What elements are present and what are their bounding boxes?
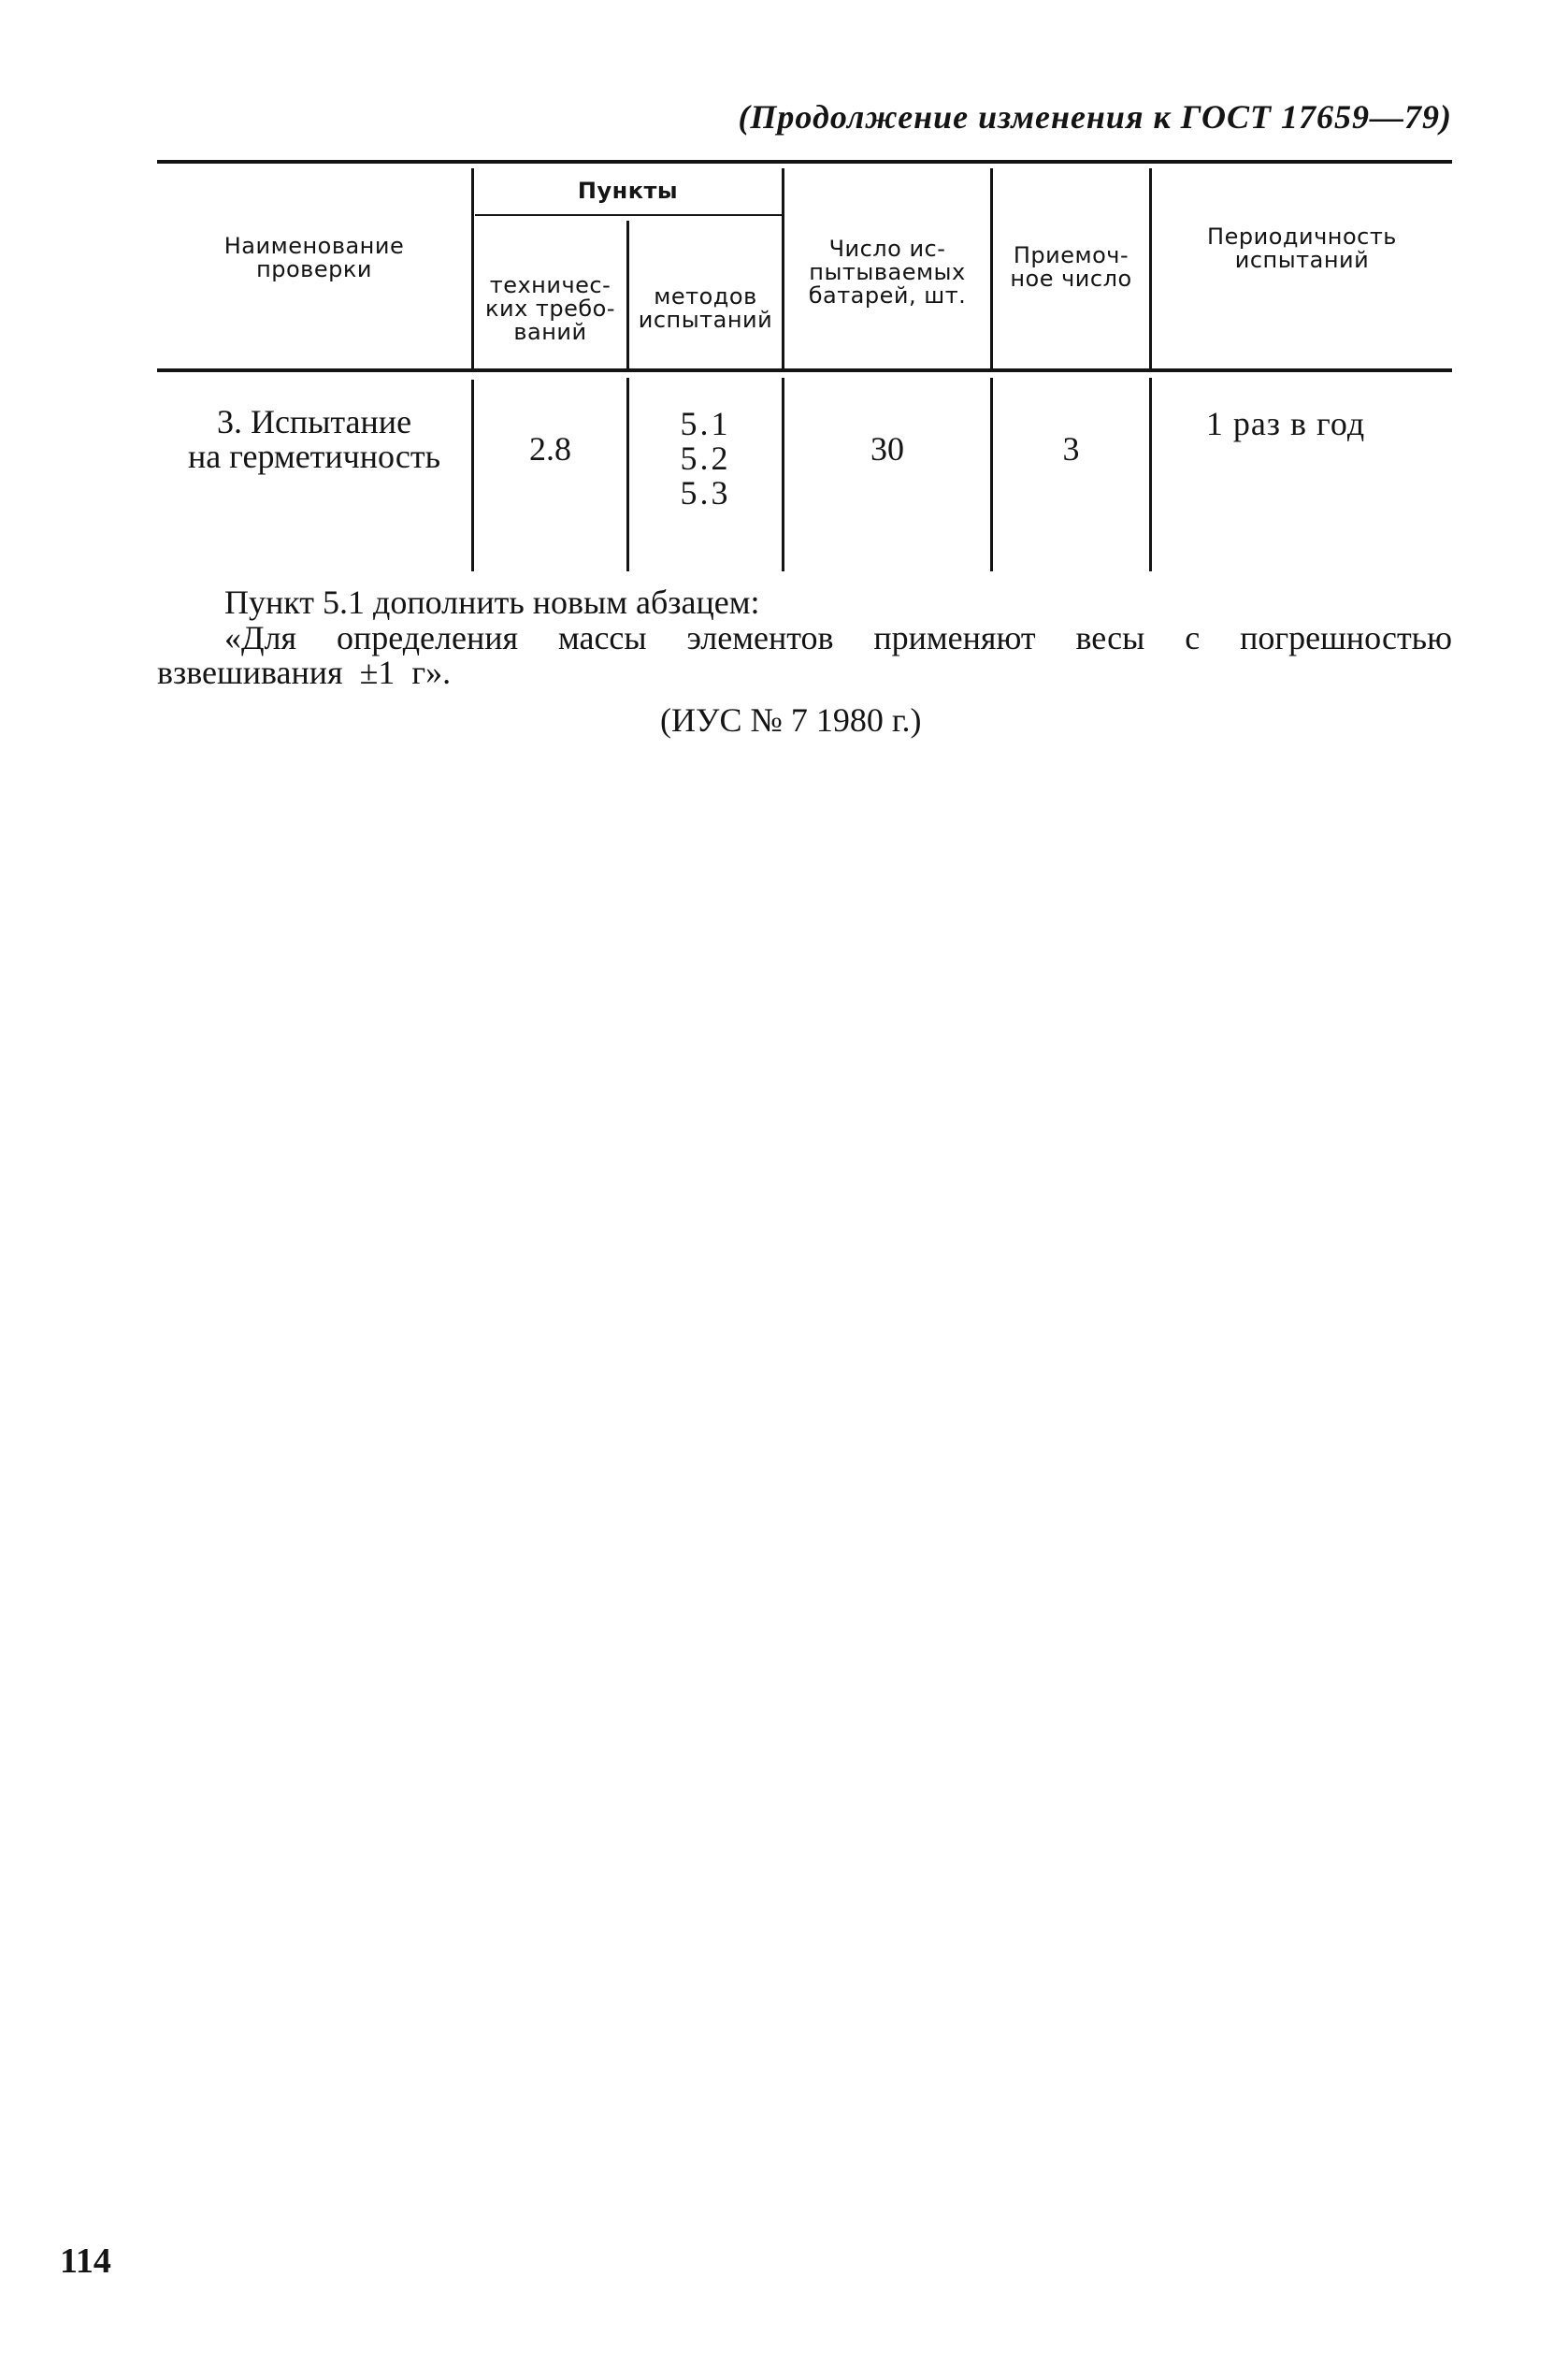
column-header-name: Наименование проверки [223, 233, 405, 282]
amendment-paragraph-intro: Пункт 5.1 дополнить новым абзацем: [224, 584, 760, 621]
column-header-points: Пункты [577, 177, 679, 204]
column-header-test-methods: методов испытаний [638, 283, 773, 333]
points-group-underline [475, 214, 782, 216]
row-batteries-count: 30 [870, 429, 904, 468]
column-header-acceptance-number: Приемоч- ное число [1010, 242, 1132, 292]
column-header-tech-requirements: техничес- ких требо- ваний [484, 271, 616, 345]
column-header-batteries-count: Число ис- пытываемых батарей, шт. [808, 235, 967, 309]
table-top-rule [157, 160, 1452, 164]
source-note: (ИУС № 7 1980 г.) [660, 701, 922, 739]
page-number: 114 [60, 2241, 111, 2281]
amendment-paragraph-quote: «Для определения массы элементов применяют весы с погрешностью взвешивания ±1 г». [157, 619, 1452, 691]
column-header-periodicity: Периодичность испытаний [1207, 223, 1397, 273]
header-bottom-rule [157, 368, 1452, 372]
row-periodicity: 1 раз в год [1205, 404, 1366, 442]
row-acceptance-number: 3 [1062, 429, 1080, 468]
row-name: 3. Испытание на герметичность [187, 403, 441, 475]
row-tech-requirements: 2.8 [529, 429, 571, 468]
inspection-table [157, 155, 1452, 576]
page-header: (Продолжение изменения к ГОСТ 17659—79) [738, 98, 1452, 136]
row-test-methods: 5.1 5.2 5.3 [680, 404, 731, 512]
